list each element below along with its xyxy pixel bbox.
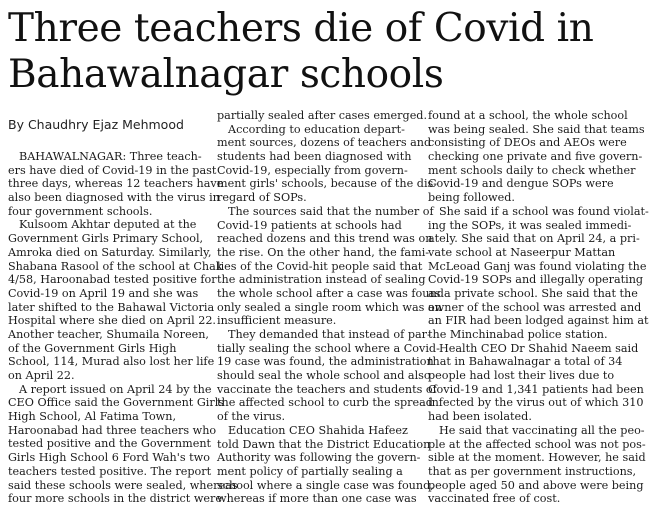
text-line: also been diagnosed with the virus in bbox=[8, 191, 220, 205]
text-line: people aged 50 and above were being bbox=[428, 478, 644, 492]
text-line: that in Bahawalnagar a total of 34 bbox=[428, 355, 623, 369]
text-line: Covid-19 patients at schools had bbox=[217, 218, 402, 232]
text-line: of the virus. bbox=[217, 410, 286, 424]
text-line: on April 22. bbox=[8, 369, 75, 382]
text-line: told Dawn that the District Education bbox=[217, 437, 431, 451]
text-line: Health CEO Dr Shahid Naeem said bbox=[439, 341, 639, 355]
text-line: found at a school, the whole school bbox=[428, 109, 628, 122]
text-line: of the Government Girls High bbox=[8, 341, 177, 355]
text-line: Hospital where she died on April 22. bbox=[8, 314, 216, 328]
text-line: vate school at Naseerpur Mattan bbox=[428, 245, 616, 259]
text-line: BAHAWALNAGAR: Three teach- bbox=[19, 150, 202, 163]
text-line: had been isolated. bbox=[428, 410, 532, 424]
text-line: The sources said that the number of bbox=[228, 204, 434, 218]
text-line: the affected school to curb the spread bbox=[217, 396, 433, 410]
text-line: School, 114, Murad also lost her life bbox=[8, 355, 215, 369]
byline: By Chaudhry Ejaz Mehmood bbox=[8, 117, 184, 132]
text-line: Amroka died on Saturday. Similarly, bbox=[8, 245, 212, 259]
text-line: four government schools. bbox=[8, 204, 153, 218]
text-line: later shifted to the Bahawal Victoria bbox=[8, 300, 215, 314]
text-line: the whole school after a case was found bbox=[217, 286, 444, 300]
text-line: Government Girls Primary School, bbox=[8, 232, 204, 246]
text-line: Covid-19, especially from govern- bbox=[217, 163, 408, 177]
text-line: Another teacher, Shumaila Noreen, bbox=[8, 327, 209, 341]
text-line: only sealed a single room which was an bbox=[217, 300, 442, 314]
text-line: said these schools were sealed, whereas bbox=[8, 478, 238, 492]
headline-line: Three teachers die of Covid in bbox=[8, 6, 594, 51]
text-line: partially sealed after cases emerged. bbox=[217, 109, 428, 122]
text-line: ers have died of Covid-19 in the past bbox=[8, 163, 217, 177]
text-line: as a private school. She said that the bbox=[428, 286, 638, 300]
text-line: ing the SOPs, it was sealed immedi- bbox=[428, 218, 632, 232]
headline-line: Bahawalnagar schools bbox=[8, 52, 444, 97]
text-line: A report issued on April 24 by the bbox=[19, 382, 212, 396]
text-line: Shabana Rasool of the school at Chak bbox=[8, 259, 223, 273]
text-line: owner of the school was arrested and bbox=[428, 300, 642, 314]
text-line: that as per government instructions, bbox=[428, 464, 637, 478]
text-line: Covid-19 on April 19 and she was bbox=[8, 286, 199, 300]
article-column-1 bbox=[8, 150, 238, 506]
text-line: sible at the moment. However, he said bbox=[428, 451, 646, 465]
text-line: four more schools in the district were bbox=[8, 492, 223, 506]
text-line: Authority was following the govern- bbox=[217, 451, 421, 465]
text-line: Covid-19 and 1,341 patients had been bbox=[428, 382, 644, 396]
text-line: She said if a school was found violat- bbox=[439, 204, 649, 218]
text-line: was being sealed. She said that teams bbox=[428, 122, 645, 136]
headline bbox=[8, 6, 608, 98]
article-column-2 bbox=[217, 109, 444, 506]
text-line: students had been diagnosed with bbox=[217, 150, 412, 164]
text-line: the rise. On the other hand, the fami- bbox=[217, 245, 430, 259]
text-line: insufficient measure. bbox=[217, 314, 337, 328]
text-line: consisting of DEOs and AEOs were bbox=[428, 136, 627, 150]
text-line: ple at the affected school was not pos- bbox=[428, 437, 646, 451]
text-line: vaccinated free of cost. bbox=[428, 492, 561, 506]
text-line: Kulsoom Akhtar deputed at the bbox=[19, 218, 197, 232]
text-line: ment girls' schools, because of the dis- bbox=[217, 177, 438, 191]
text-line: ately. She said that on April 24, a pri- bbox=[428, 232, 640, 246]
text-line: 19 case was found, the administration bbox=[217, 355, 434, 369]
text-line: vaccinate the teachers and students of bbox=[217, 382, 437, 396]
text-line: ment policy of partially sealing a bbox=[217, 464, 403, 478]
text-line: the Minchinabad police station. bbox=[428, 328, 608, 341]
text-line: whereas if more than one case was bbox=[217, 492, 417, 506]
text-line: ment sources, dozens of teachers and bbox=[217, 136, 432, 150]
text-line: an FIR had been lodged against him at bbox=[428, 314, 649, 328]
text-line: High School, Al Fatima Town, bbox=[8, 410, 177, 424]
text-line: the administration instead of sealing bbox=[217, 273, 426, 287]
text-line: Girls High School 6 Ford Wah's two bbox=[8, 451, 210, 465]
text-line: tially sealing the school where a Covid- bbox=[217, 341, 440, 355]
text-line: checking one private and five govern- bbox=[428, 150, 643, 164]
text-line: ment schools daily to check whether bbox=[428, 163, 636, 177]
text-line: He said that vaccinating all the peo- bbox=[439, 423, 645, 437]
text-line: McLeoad Ganj was found violating the bbox=[428, 259, 647, 273]
text-line: lies of the Covid-hit people said that bbox=[217, 259, 423, 273]
text-line: Covid-19 SOPs and illegally operating bbox=[428, 273, 644, 287]
text-line: teachers tested positive. The report bbox=[8, 464, 212, 478]
text-line: Education CEO Shahida Hafeez bbox=[228, 423, 408, 437]
article-column-3 bbox=[428, 109, 649, 506]
text-line: reached dozens and this trend was on bbox=[217, 232, 433, 246]
text-line: school where a single case was found, bbox=[217, 478, 434, 492]
text-line: Covid-19 and dengue SOPs were bbox=[428, 177, 614, 191]
text-line: should seal the whole school and also bbox=[217, 369, 431, 383]
text-line: people had lost their lives due to bbox=[428, 369, 615, 383]
text-line: 4/58, Haroonabad tested positive for bbox=[8, 273, 217, 287]
text-line: regard of SOPs. bbox=[217, 191, 307, 205]
text-line: Haroonabad had three teachers who bbox=[8, 423, 217, 437]
text-line: According to education depart- bbox=[228, 122, 405, 136]
text-line: infected by the virus out of which 310 bbox=[428, 396, 644, 410]
text-line: three days, whereas 12 teachers have bbox=[8, 177, 224, 191]
text-line: being followed. bbox=[428, 191, 515, 205]
text-line: tested positive and the Government bbox=[8, 437, 212, 451]
text-line: They demanded that instead of par- bbox=[228, 328, 431, 341]
text-line: CEO Office said the Government Girls bbox=[8, 396, 225, 410]
